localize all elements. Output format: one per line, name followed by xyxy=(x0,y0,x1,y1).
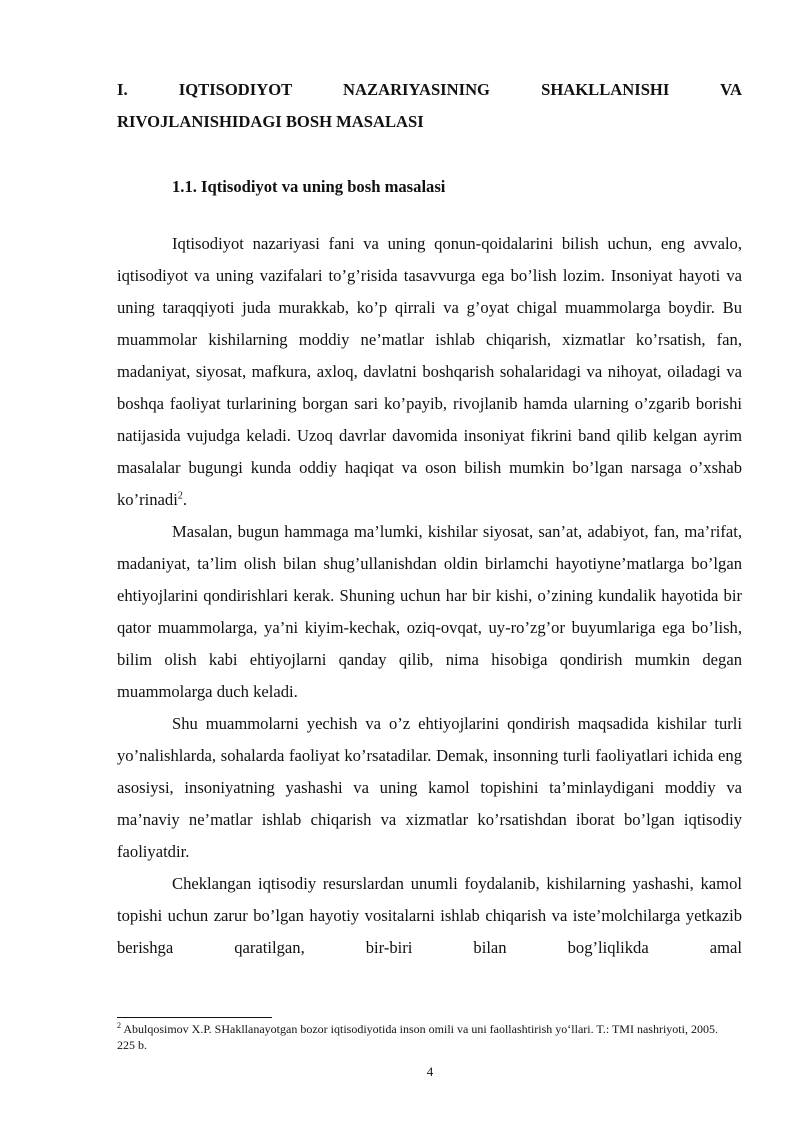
paragraph-4: Cheklangan iqtisodiy resurslardan unumli foydalanib, kishilarning yashashi, kamol topishi uchun zarur bo’lgan hayotiy vositalarni ishlab chiqarish va iste’molchilarga yetkazib berishga qaratilgan, bir-biri bilan bog’liqlikda amal xyxy=(117,874,742,957)
paragraph-1-text: Iqtisodiyot nazariyasi fani va uning qonun-qoidalarini bilish uchun, eng avvalo, iqtisodiyot va uning vazifalari to’g’risida tasavvurga ega bo’lish lozim. Insoniyat hayoti va uning taraqqiyoti juda murakkab, ko’p qirrali va g’oyat chigal muammolarga boydir. Bu muammolar kishilarning moddiy ne’matlar ishlab chiqarish, xizmatlar ko’rsatish, fan, madaniyat, siyosat, mafkura, axloq, davlatni boshqarish sohalaridagi va nihoyat, oiladagi va boshqa faoliyat turlarining borgan sari ko’payib, rivojlanib hamda ularning o’zgarib borishi natijasida vujudga keladi. Uzoq davrlar davomida insoniyat fikrini band qilib kelgan ayrim masalalar bugungi kunda oddiy haqiqat va oson bilish mumkin bo’lgan narsaga o’xshab ko’rinadi xyxy=(117,234,742,509)
page-number: 4 xyxy=(426,1064,434,1079)
paragraph-1-tail: . xyxy=(182,490,187,509)
paragraph-1 xyxy=(117,228,742,516)
paragraph-3: Shu muammolarni yechish va o’z ehtiyojlarini qondirish maqsadida kishilar turli yo’nalishlarda, sohalarda faoliyat ko’rsatadilar. Demak, insonning turli faoliyatlari ichida eng asosiysi, insoniyatning yashashi va uning kamol topishini ta’minlaydigani moddiy va ma’naviy ne’matlar ishlab chiqarish va xizmatlar ko’rsatishdan iborat bo’lgan iqtisodiy faoliyatdir. xyxy=(117,714,742,861)
chapter-heading-line-2: RIVOJLANISHIDAGI BOSH MASALASI xyxy=(117,112,424,131)
chapter-heading-line-1: I. IQTISODIYOT NAZARIYASINING SHAKLLANISHI VA xyxy=(117,80,742,99)
footnote-separator xyxy=(117,1017,272,1018)
paragraph-2: Masalan, bugun hammaga ma’lumki, kishilar siyosat, san’at, adabiyot, fan, ma’rifat, madaniyat, ta’lim olish bilan shug’ullanishdan oldin birlamchi hayotiyne’matlarga bo’lgan ehtiyojlarini qondirishlari kerak. Shuning uchun har bir kishi, o’zining kundalik hayotida bir qator muammolarga, ya’ni kiyim-kechak, oziq-ovqat, uy-ro’zg’or buyumlariga ega bo’lish, bilim olish kabi ehtiyojlarni qanday qilib, nima hisobiga qondirish mumkin degan muammolarga duch keladi. xyxy=(117,522,742,701)
footnote-text: Abulqosimov X.P. SHakllanayotgan bozor iqtisodiyotida inson omili va uni faollashtirish yo‘llari. T.: TMI nashriyoti, 2005. 225 b. xyxy=(117,1022,718,1052)
footnote-marker: 2 xyxy=(117,1021,121,1030)
footnote-reference[interactable]: 2 xyxy=(177,490,183,502)
body-text xyxy=(117,228,742,964)
section-heading: 1.1. Iqtisodiyot va uning bosh masalasi xyxy=(172,177,446,196)
page-body xyxy=(117,74,742,964)
footnote xyxy=(117,1021,727,1053)
